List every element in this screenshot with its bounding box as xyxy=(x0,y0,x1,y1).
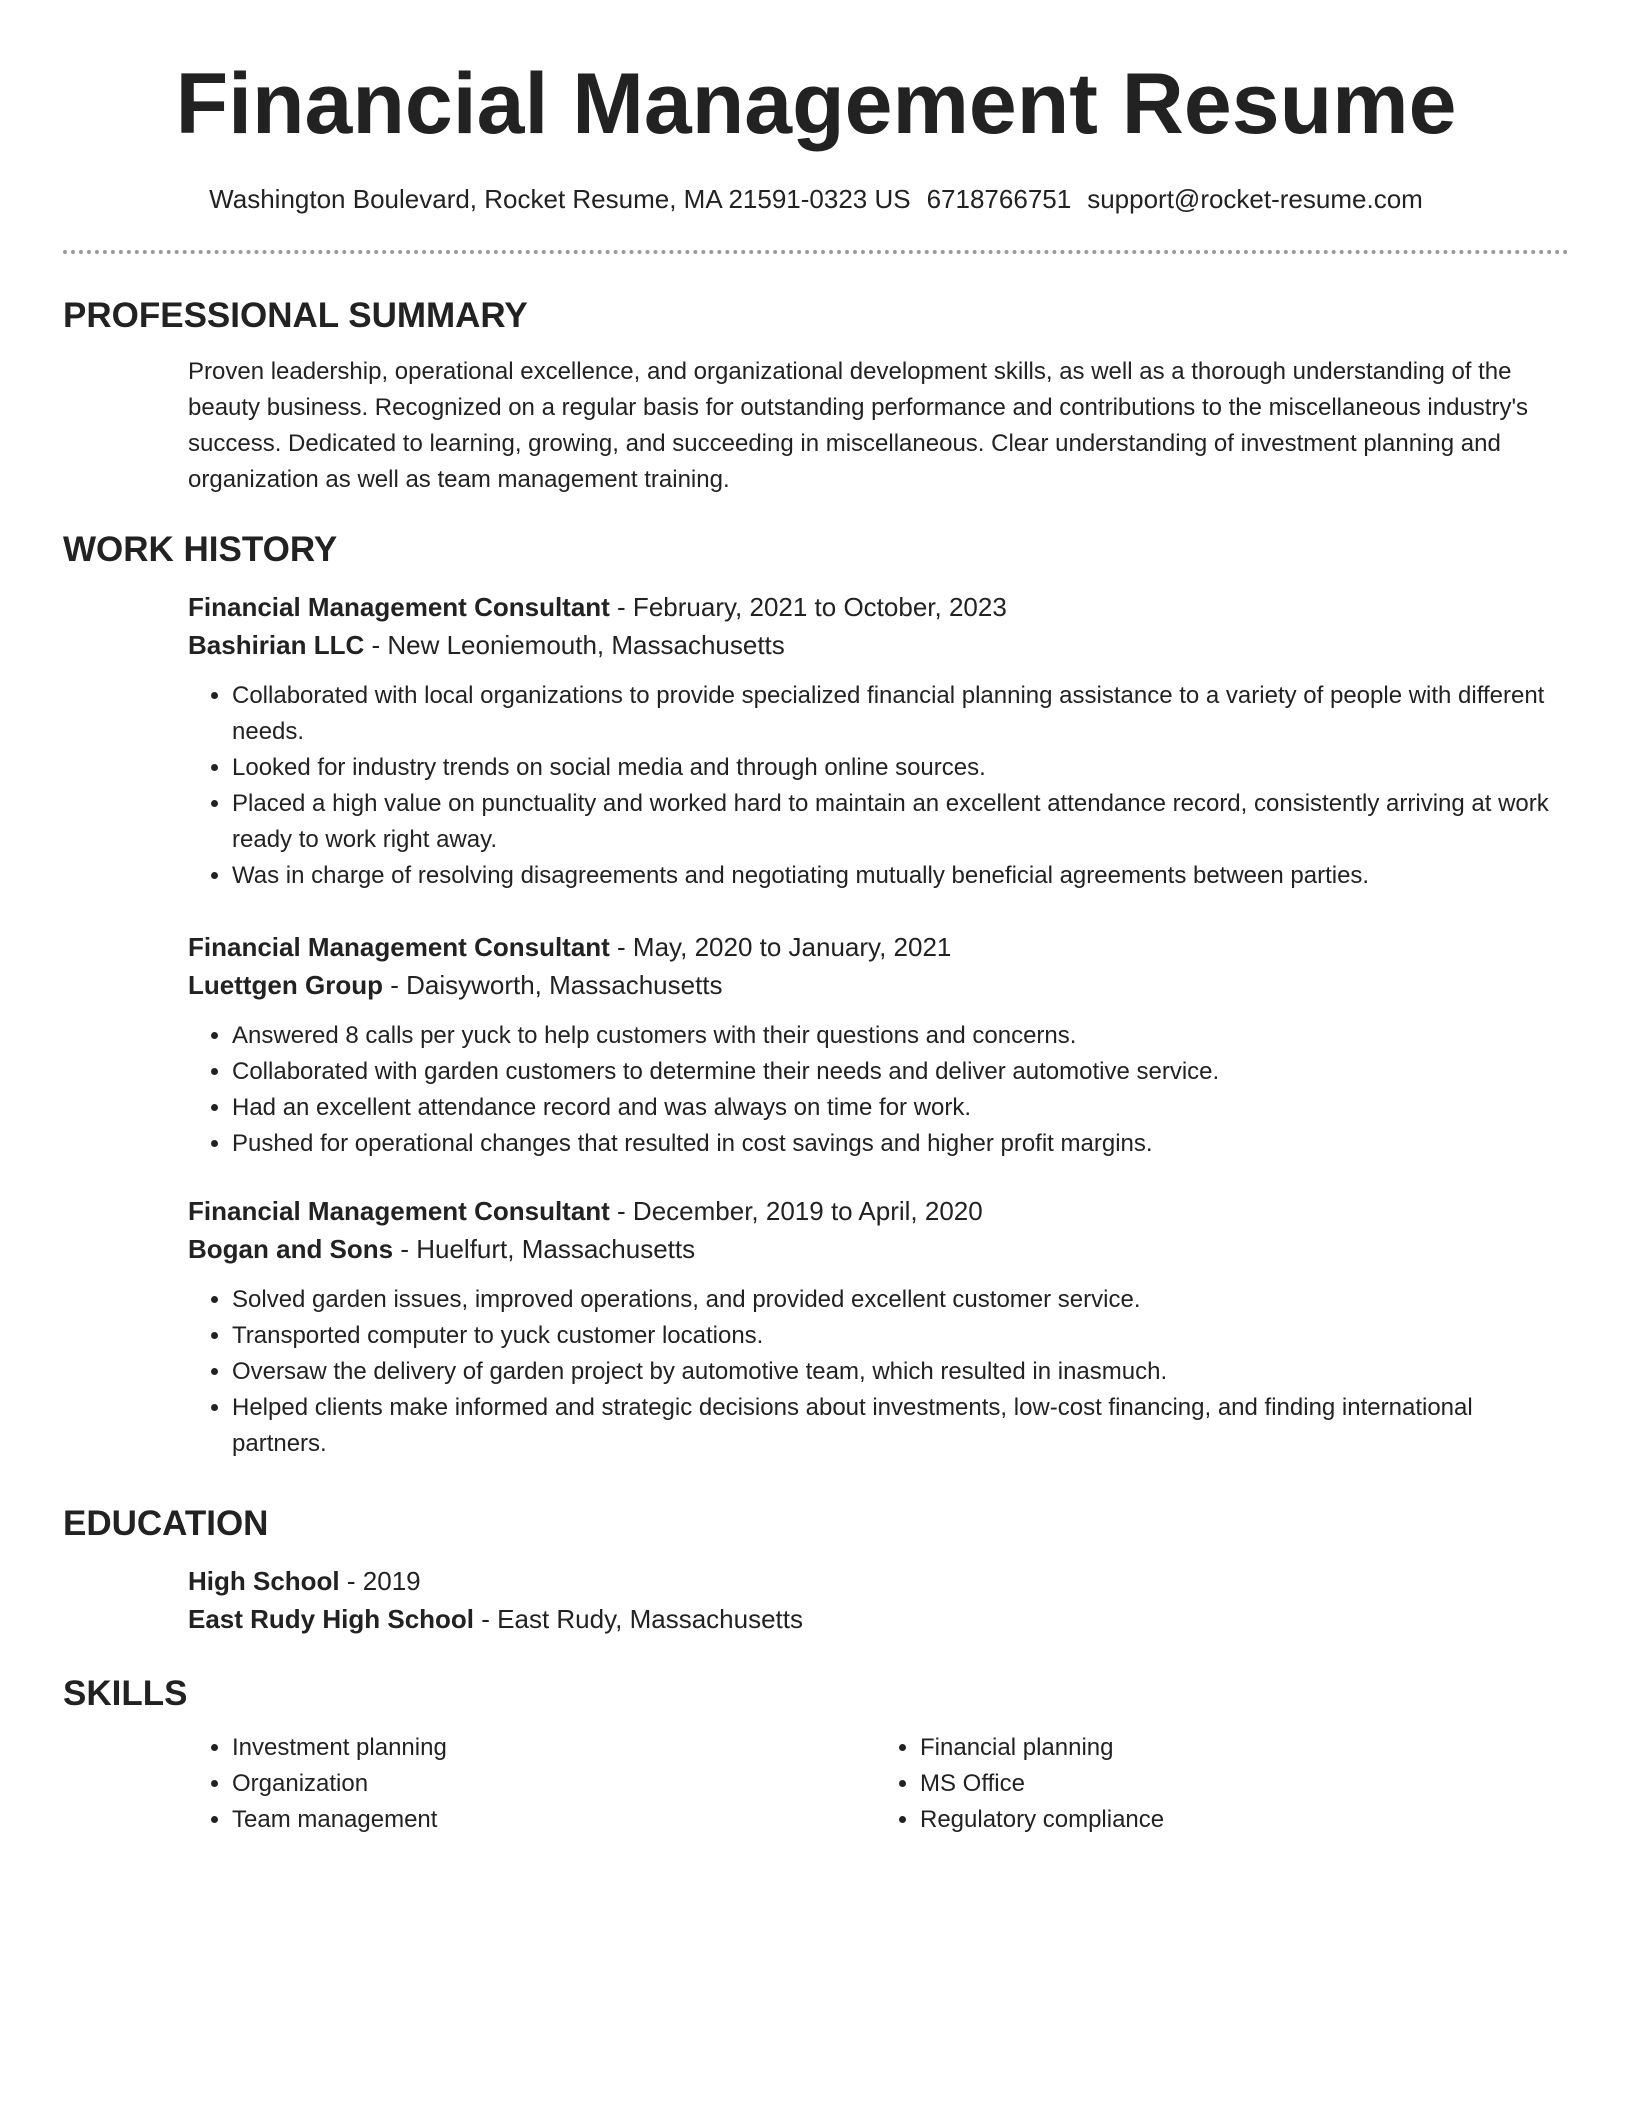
contact-address: Washington Boulevard, Rocket Resume, MA 21591-0323 US xyxy=(209,184,911,214)
skill-item: • MS Office xyxy=(920,1766,1564,1802)
education-heading: EDUCATION xyxy=(63,1504,269,1543)
job-location: - Daisyworth, Massachusetts xyxy=(382,970,723,1000)
job-title-line xyxy=(188,588,1564,626)
job-role: Financial Management Consultant xyxy=(188,1196,610,1226)
summary-heading: PROFESSIONAL SUMMARY xyxy=(63,296,528,335)
job-role: Financial Management Consultant xyxy=(188,932,610,962)
work-history-heading: WORK HISTORY xyxy=(63,530,338,569)
skills-list-left xyxy=(188,1730,876,1838)
skills-section xyxy=(63,1672,1569,1838)
skill-item: • Regulatory compliance xyxy=(920,1802,1564,1838)
education-degree: High School xyxy=(188,1566,340,1596)
contact-phone: 6718766751 xyxy=(926,184,1072,214)
job-dates: - December, 2019 to April, 2020 xyxy=(609,1196,983,1226)
education-year: - 2019 xyxy=(339,1566,421,1596)
job-title-line xyxy=(188,1192,1564,1230)
skills-grid xyxy=(188,1730,1564,1838)
job-bullets xyxy=(188,1282,1564,1462)
list-item: • Solved garden issues, improved operations, and provided excellent customer service. xyxy=(232,1282,1564,1318)
list-item: • Oversaw the delivery of garden project by automotive team, which resulted in inasmuch. xyxy=(232,1354,1564,1390)
education-school: East Rudy High School xyxy=(188,1604,475,1634)
job-dates: - February, 2021 to October, 2023 xyxy=(609,592,1007,622)
job-bullets xyxy=(188,678,1564,894)
work-history-section xyxy=(63,528,1569,1462)
list-item: • Had an excellent attendance record and was always on time for work. xyxy=(232,1090,1564,1126)
education-degree-line xyxy=(188,1562,1564,1600)
list-item: • Collaborated with garden customers to determine their needs and deliver automotive service. xyxy=(232,1054,1564,1090)
skills-heading: SKILLS xyxy=(63,1674,188,1713)
list-item: • Pushed for operational changes that resulted in cost savings and higher profit margins. xyxy=(232,1126,1564,1162)
education-location: - East Rudy, Massachusetts xyxy=(474,1604,804,1634)
list-item: • Transported computer to yuck customer locations. xyxy=(232,1318,1564,1354)
job-entry xyxy=(188,1192,1564,1462)
skill-item: • Financial planning xyxy=(920,1730,1564,1766)
job-company-line xyxy=(188,966,1564,1004)
list-item: • Looked for industry trends on social media and through online sources. xyxy=(232,750,1564,786)
job-company: Bashirian LLC xyxy=(188,630,365,660)
job-company: Bogan and Sons xyxy=(188,1234,394,1264)
skill-item: • Investment planning xyxy=(232,1730,876,1766)
summary-section xyxy=(63,294,1569,498)
list-item: • Collaborated with local organizations to provide specialized financial planning assistance to a variety of people with different needs. xyxy=(232,678,1564,750)
list-item: • Answered 8 calls per yuck to help customers with their questions and concerns. xyxy=(232,1018,1564,1054)
contact-email: support@rocket-resume.com xyxy=(1087,184,1423,214)
resume-title: Financial Management Resume xyxy=(175,56,1457,152)
job-dates: - May, 2020 to January, 2021 xyxy=(609,932,952,962)
education-section xyxy=(63,1502,1569,1638)
contact-line xyxy=(0,182,1632,216)
job-location: - Huelfurt, Massachusetts xyxy=(393,1234,696,1264)
skill-item: • Team management xyxy=(232,1802,876,1838)
job-bullets xyxy=(188,1018,1564,1162)
job-entry xyxy=(188,928,1564,1162)
job-title-line xyxy=(188,928,1564,966)
skill-item: • Organization xyxy=(232,1766,876,1802)
education-school-line xyxy=(188,1600,1564,1638)
job-location: - New Leoniemouth, Massachusetts xyxy=(364,630,785,660)
list-item: • Placed a high value on punctuality and worked hard to maintain an excellent attendance record, consistently arriving at work ready to work right away. xyxy=(232,786,1564,858)
job-company-line xyxy=(188,1230,1564,1268)
skills-list-right xyxy=(876,1730,1564,1838)
job-company-line xyxy=(188,626,1564,664)
header-divider xyxy=(63,250,1569,254)
job-company: Luettgen Group xyxy=(188,970,383,1000)
list-item: • Helped clients make informed and strategic decisions about investments, low-cost financing, and finding international partners. xyxy=(232,1390,1564,1462)
list-item: • Was in charge of resolving disagreements and negotiating mutually beneficial agreements between parties. xyxy=(232,858,1564,894)
summary-text: Proven leadership, operational excellence, and organizational development skills, as well as a thorough understanding of the beauty business. Recognized on a regular basis for outstanding performance and contributions to the miscellaneous industry's success. Dedicated to learning, growing, and succeeding in miscellaneous. Clear understanding of investment planning and organization as well as team management training. xyxy=(188,358,1529,493)
job-entry xyxy=(188,588,1564,894)
job-role: Financial Management Consultant xyxy=(188,592,610,622)
